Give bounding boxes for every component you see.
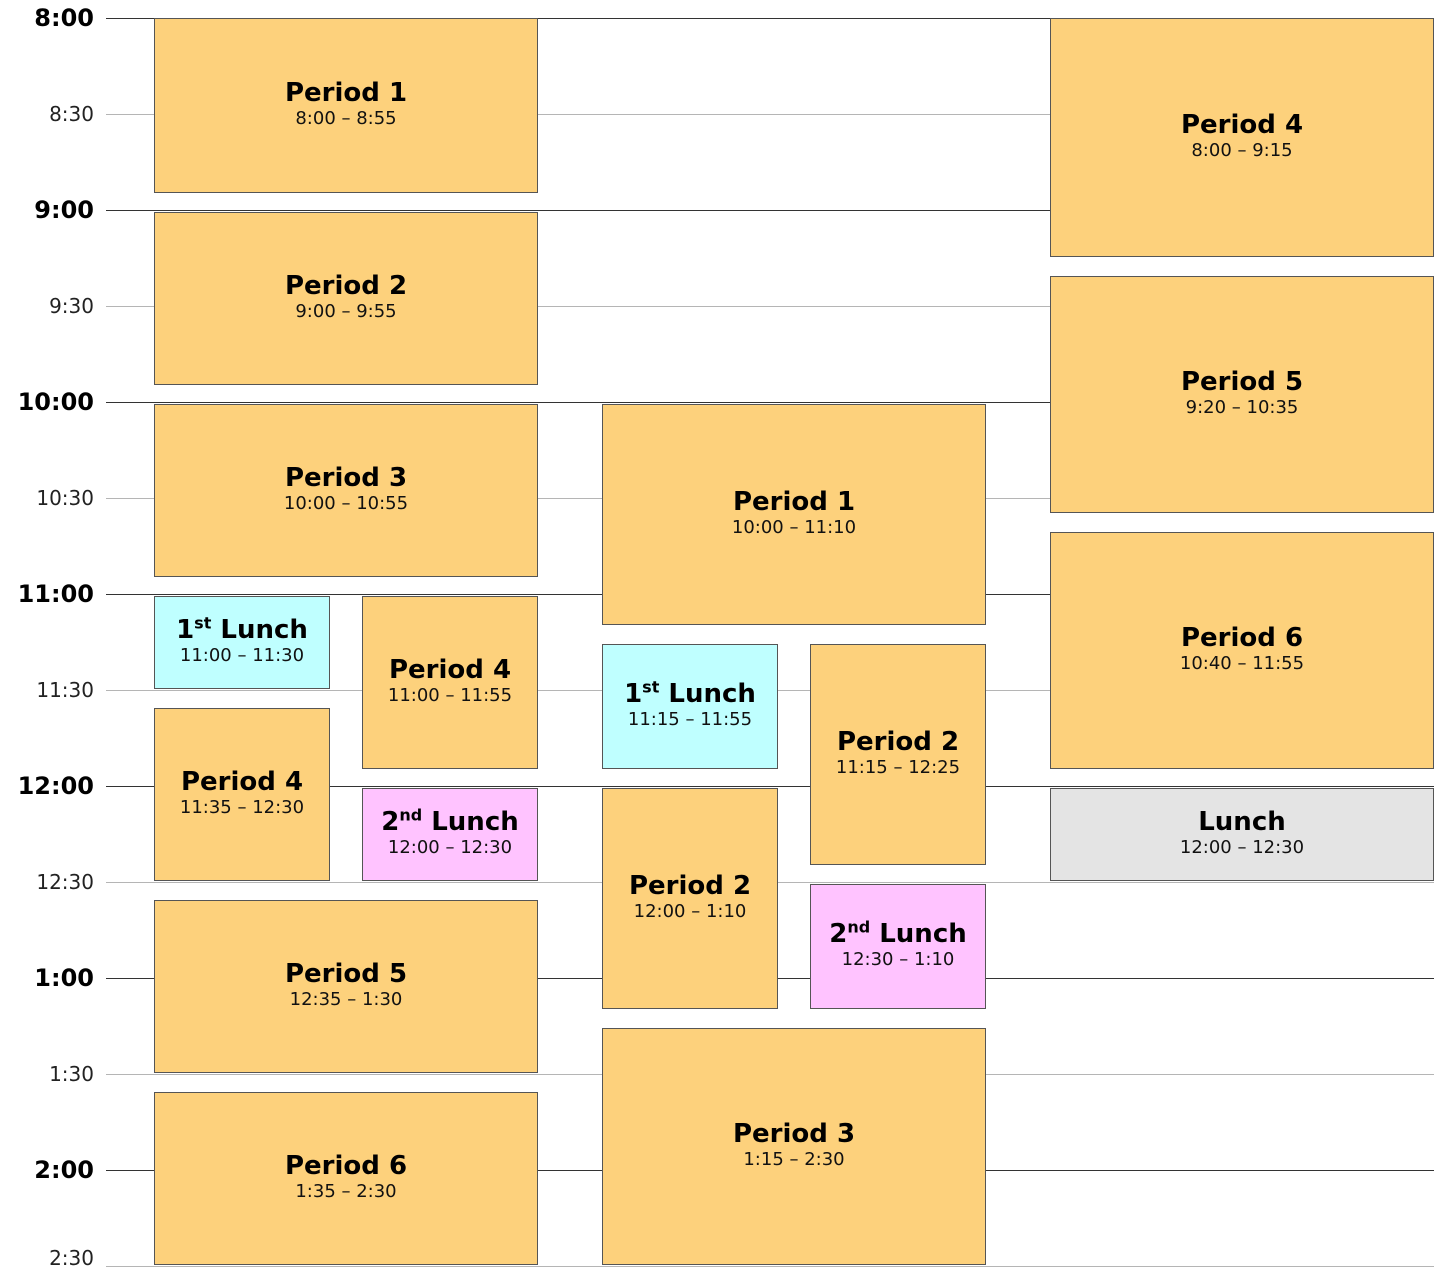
block-time: 8:00 – 8:55 — [295, 108, 397, 130]
period-block — [154, 708, 330, 881]
block-title-text: Lunch — [431, 807, 519, 837]
ordinal-suffix: st — [642, 677, 660, 697]
period-block — [154, 212, 538, 385]
block-title — [285, 464, 407, 492]
time-label: 12:00 — [17, 772, 94, 800]
block-time: 8:00 – 9:15 — [1191, 140, 1293, 162]
block-title — [285, 79, 407, 107]
lunch-block — [1050, 788, 1434, 881]
block-title — [629, 872, 751, 900]
period-block — [362, 596, 538, 769]
time-label: 11:30 — [36, 678, 94, 702]
period-number: 1 — [388, 78, 408, 109]
ordinal-suffix: nd — [847, 917, 871, 937]
block-title-text: Period — [836, 727, 932, 757]
period-number: 6 — [388, 1151, 408, 1181]
time-label: 12:30 — [36, 870, 94, 894]
ordinal-suffix: nd — [399, 805, 423, 825]
period-block — [154, 404, 538, 577]
block-title — [624, 677, 756, 709]
block-time: 11:15 – 12:25 — [835, 757, 961, 778]
block-title — [285, 960, 407, 988]
time-label: 9:30 — [49, 294, 94, 318]
block-title — [733, 488, 855, 516]
period-number: 5 — [1284, 367, 1304, 397]
period-block — [602, 788, 778, 1009]
block-time: 11:00 – 11:30 — [179, 645, 305, 666]
period-block — [154, 900, 538, 1073]
block-title-text: Lunch — [220, 615, 308, 645]
period-number: 3 — [388, 463, 408, 493]
block-title — [1181, 624, 1303, 652]
block-title — [733, 1120, 855, 1148]
block-title — [1181, 111, 1303, 139]
time-label: 10:30 — [36, 486, 94, 510]
block-title-text: Lunch — [668, 679, 756, 709]
block-title — [176, 613, 308, 645]
block-time: 12:35 – 1:30 — [289, 989, 403, 1010]
period-block — [154, 1092, 538, 1265]
block-title-text: Period — [732, 1119, 828, 1149]
block-title — [285, 272, 407, 300]
period-block — [810, 644, 986, 865]
block-time: 12:30 – 1:10 — [841, 949, 955, 970]
period-number: 6 — [1284, 623, 1304, 653]
time-label: 2:30 — [49, 1246, 94, 1270]
ordinal-suffix: st — [194, 613, 212, 633]
time-label: 8:00 — [34, 4, 94, 32]
lunch-ordinal: 2 — [829, 919, 848, 949]
block-title — [285, 1152, 407, 1180]
block-title-text: Period — [284, 78, 380, 109]
block-title-text: Period — [284, 463, 380, 493]
block-time: 10:00 – 10:55 — [283, 493, 409, 514]
period-number: 2 — [940, 727, 960, 757]
time-label: 9:00 — [34, 196, 94, 224]
block-time: 10:00 – 11:10 — [731, 517, 857, 538]
period-number: 4 — [1284, 110, 1304, 141]
period-number: 4 — [492, 655, 512, 685]
block-time: 9:00 – 9:55 — [295, 301, 397, 322]
period-number: 1 — [836, 487, 856, 517]
block-title-text: Lunch — [1198, 807, 1286, 837]
block-time: 9:20 – 10:35 — [1185, 397, 1299, 418]
lunch-ordinal: 1 — [624, 679, 643, 709]
block-time: 1:35 – 2:30 — [295, 1181, 397, 1202]
block-time: 1:15 – 2:30 — [743, 1149, 845, 1170]
lunch-ordinal: 1 — [176, 615, 195, 645]
period-number: 2 — [388, 271, 408, 301]
time-label: 2:00 — [34, 1156, 94, 1184]
block-title — [181, 768, 303, 796]
time-label: 10:00 — [17, 388, 94, 416]
block-title-text: Period — [732, 487, 828, 517]
gridline — [106, 1266, 1434, 1267]
block-time: 12:00 – 12:30 — [1179, 837, 1305, 858]
period-block — [154, 18, 538, 193]
block-title-text: Lunch — [879, 919, 967, 949]
lunch-block — [810, 884, 986, 1009]
lunch-block — [362, 788, 538, 881]
period-number: 4 — [284, 767, 304, 797]
period-block — [1050, 532, 1434, 769]
block-title-text: Period — [180, 767, 276, 797]
block-title — [829, 917, 967, 949]
block-time: 12:00 – 1:10 — [633, 901, 747, 922]
block-title — [389, 656, 511, 684]
time-label: 11:00 — [17, 580, 94, 608]
time-label: 1:30 — [49, 1062, 94, 1086]
lunch-ordinal: 2 — [381, 807, 400, 837]
lunch-block — [154, 596, 330, 689]
block-title — [1181, 368, 1303, 396]
block-title-text: Period — [284, 959, 380, 989]
block-title — [381, 805, 519, 837]
block-title-text: Period — [284, 271, 380, 301]
period-block — [1050, 276, 1434, 513]
period-number: 3 — [836, 1119, 856, 1149]
period-block — [602, 1028, 986, 1265]
block-title-text: Period — [1180, 367, 1276, 397]
block-title-text: Period — [1180, 110, 1276, 141]
block-time: 11:15 – 11:55 — [627, 709, 753, 730]
period-block — [602, 404, 986, 625]
time-label: 8:30 — [49, 102, 94, 126]
block-title — [837, 728, 959, 756]
block-time: 10:40 – 11:55 — [1179, 653, 1305, 674]
block-time: 11:00 – 11:55 — [387, 685, 513, 706]
period-block — [1050, 18, 1434, 257]
block-title-text: Period — [628, 871, 724, 901]
block-time: 12:00 – 12:30 — [387, 837, 513, 858]
block-time: 11:35 – 12:30 — [179, 797, 305, 818]
block-title-text: Period — [388, 655, 484, 685]
time-label: 1:00 — [34, 964, 94, 992]
block-title-text: Period — [1180, 623, 1276, 653]
block-title-text: Period — [284, 1151, 380, 1181]
period-number: 5 — [388, 959, 408, 989]
lunch-block — [602, 644, 778, 769]
block-title — [1198, 808, 1286, 836]
period-number: 2 — [732, 871, 752, 901]
